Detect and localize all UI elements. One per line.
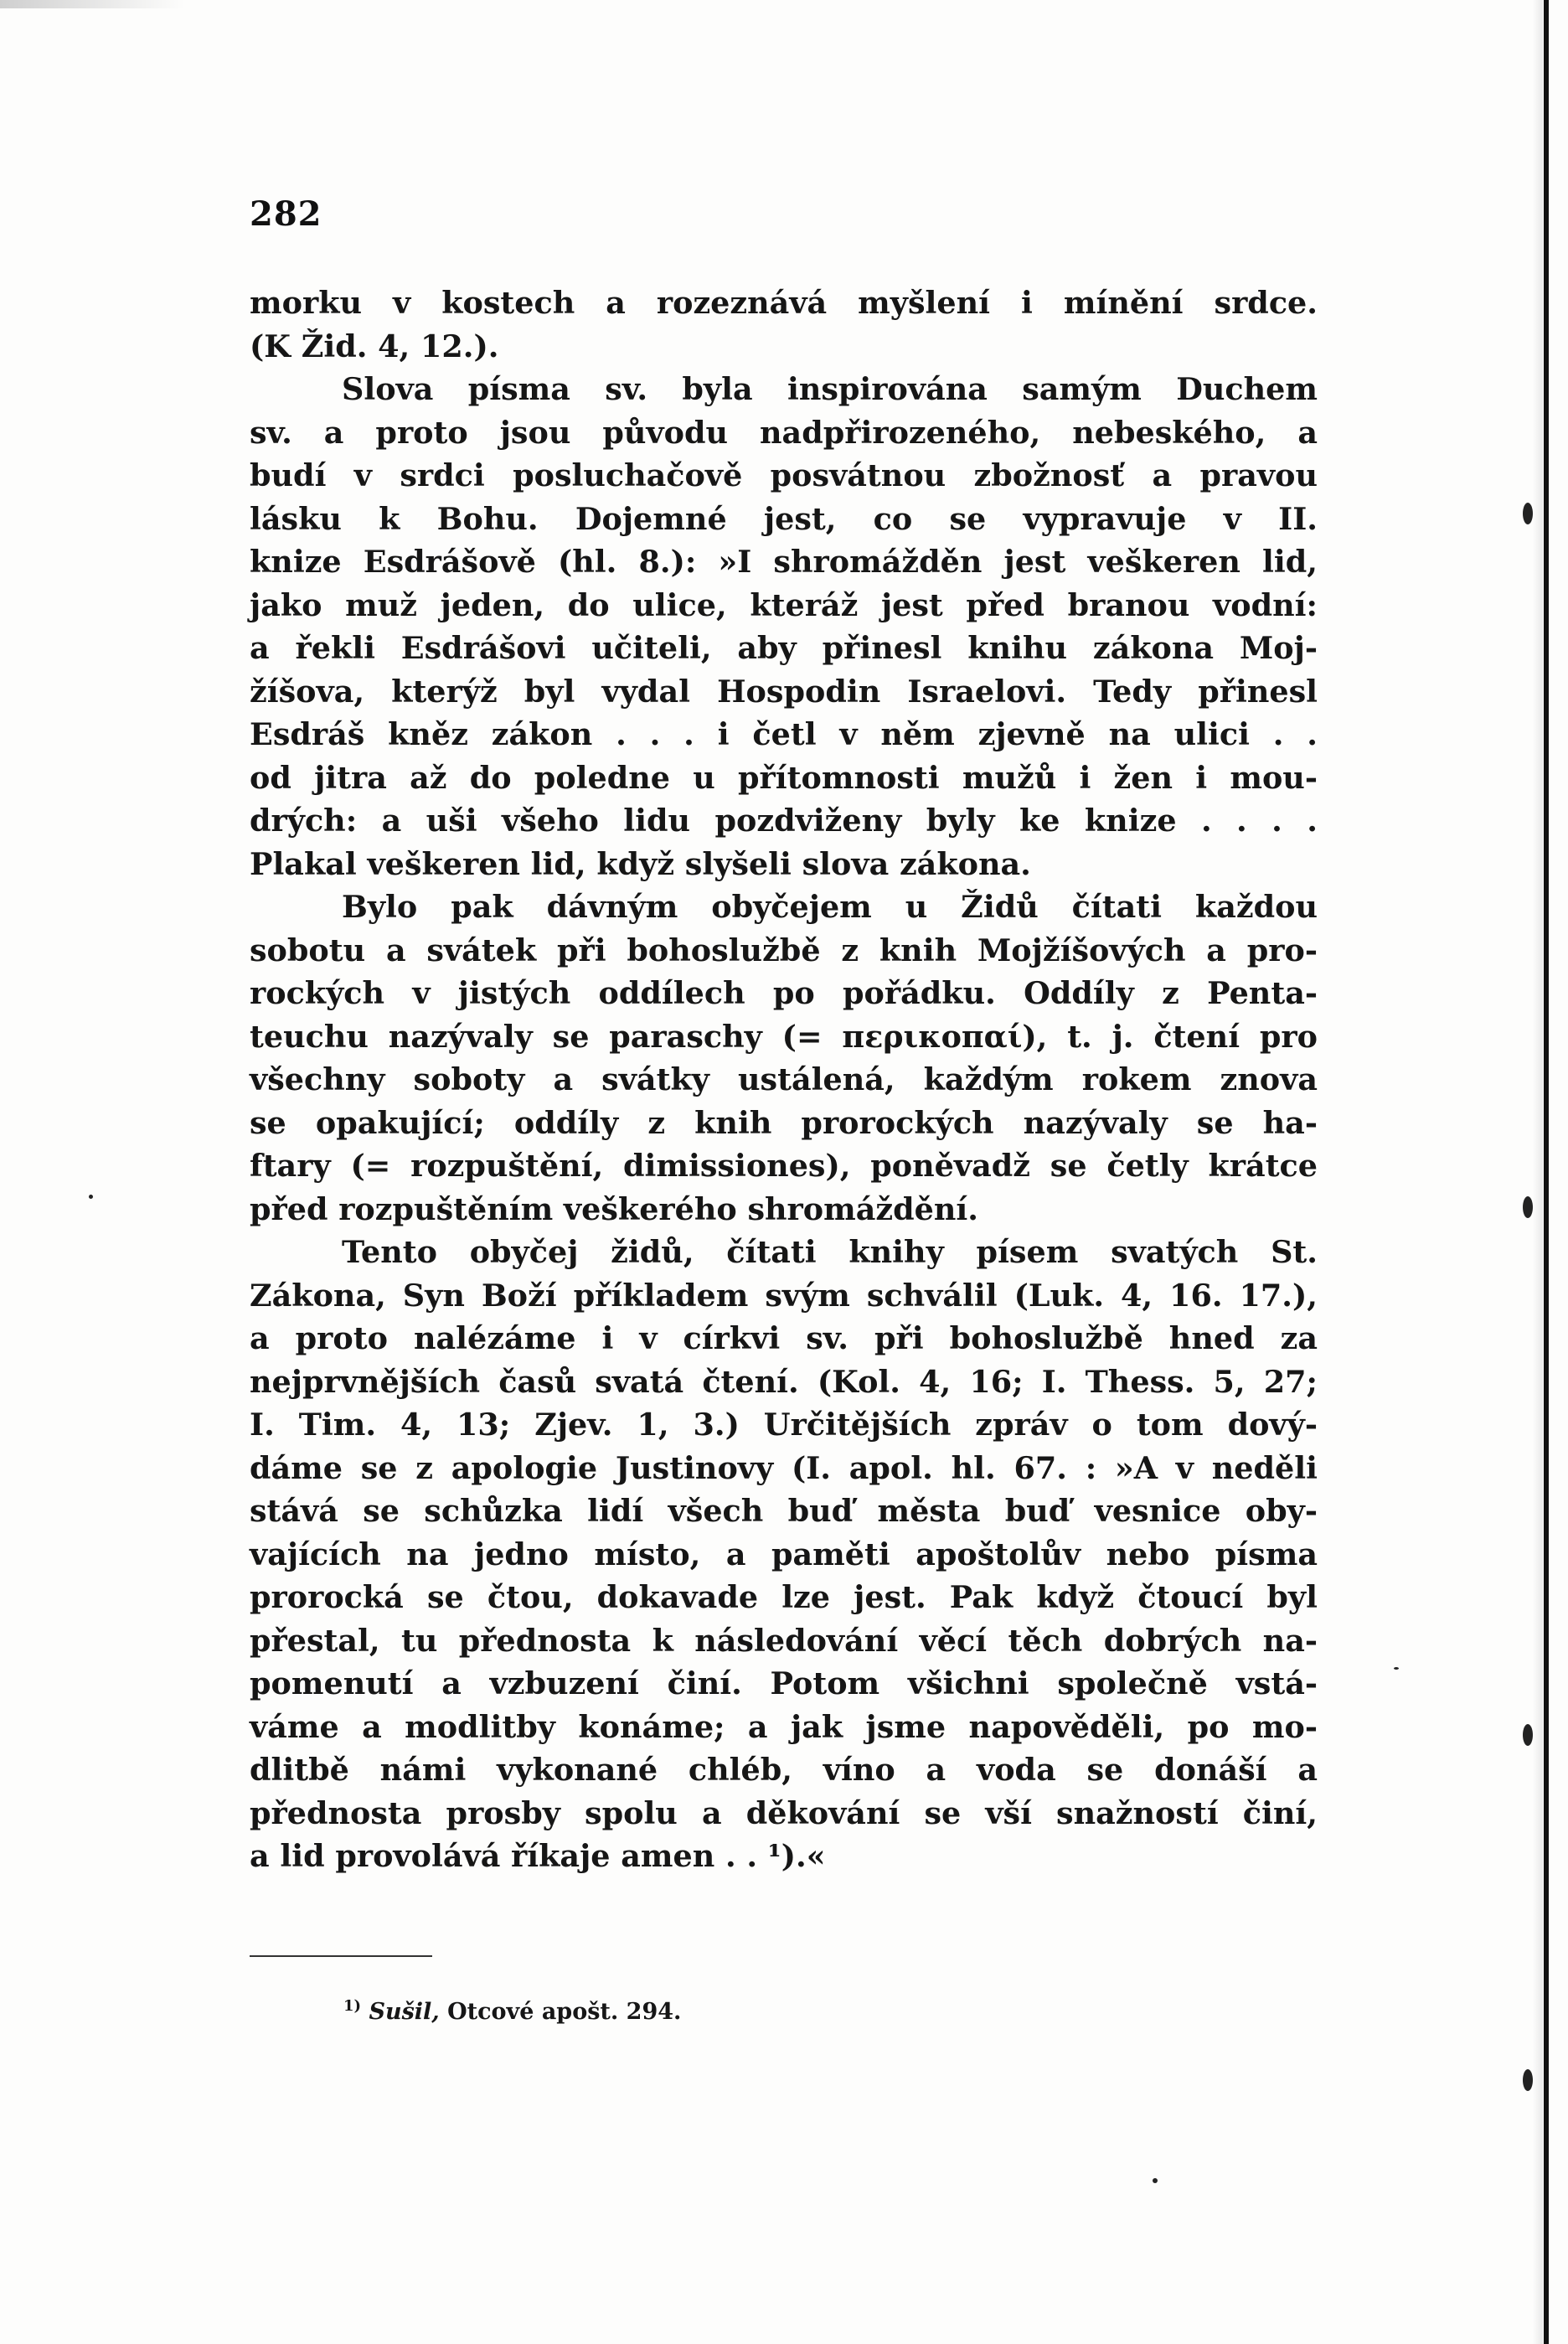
text-line: a proto nalézáme i v církvi sv. při bohoslužbě hned za bbox=[250, 1320, 1318, 1356]
text-line: stává se schůzka lidí všech buď města buď vesnice oby- bbox=[250, 1493, 1318, 1529]
text-line: ftary (= rozpuštění, dimissiones), poněvadž se četly krátce bbox=[250, 1148, 1318, 1184]
text-line: drých: a uši všeho lidu pozdviženy byly ke knize . . . . bbox=[250, 803, 1318, 839]
text-line: Esdráš kněz zákon . . . i četl v něm zjevně na ulici . . bbox=[250, 716, 1318, 752]
footnote-divider bbox=[250, 1955, 432, 1957]
scan-speck bbox=[1523, 2069, 1533, 2091]
text-line: přednosta prosby spolu a děkování se vší snažností činí, bbox=[250, 1794, 1318, 1831]
scan-speck bbox=[1523, 1724, 1533, 1746]
scan-speck bbox=[89, 1195, 93, 1199]
text-line: vajících na jedno místo, a paměti apoštolův nebo písma bbox=[250, 1536, 1318, 1572]
text-line: žíšova, kterýž byl vydal Hospodin Israelovi. Tedy přinesl bbox=[250, 673, 1318, 710]
scan-speck bbox=[1394, 1667, 1399, 1670]
text-line: rockých v jistých oddílech po pořádku. Oddíly z Penta- bbox=[250, 975, 1318, 1011]
body-text bbox=[250, 281, 1318, 1878]
text-line: budí v srdci posluchačově posvátnou zbožnosť a pravou bbox=[250, 457, 1318, 493]
text-line: Slova písma sv. byla inspirována samým Duchem bbox=[342, 371, 1318, 407]
scan-speck bbox=[1523, 503, 1533, 524]
text-line: dlitbě námi vykonané chléb, víno a voda se donáší a bbox=[250, 1752, 1318, 1788]
text-line: I. Tim. 4, 13; Zjev. 1, 3.) Určitějších zpráv o tom dový- bbox=[250, 1407, 1318, 1443]
text-line: a řekli Esdrášovi učiteli, aby přinesl knihu zákona Moj- bbox=[250, 630, 1318, 666]
text-line: dáme se z apologie Justinovy (I. apol. hl. 67. : »A v neděli bbox=[250, 1449, 1318, 1486]
text-line: (K Žid. 4, 12.). bbox=[250, 328, 499, 364]
text-line: sobotu a svátek při bohoslužbě z knih Mojžíšových a pro- bbox=[250, 932, 1318, 968]
text-line: přestal, tu přednosta k následování věcí těch dobrých na- bbox=[250, 1622, 1318, 1659]
scan-shadow-right bbox=[1533, 0, 1543, 2344]
text-line: nejprvnějších časů svatá čtení. (Kol. 4, 16; I. Thess. 5, 27; bbox=[250, 1363, 1318, 1400]
text-line: všechny soboty a svátky ustálená, každým rokem znova bbox=[250, 1061, 1318, 1097]
text-line: morku v kostech a rozeznává myšlení i mínění srdce. bbox=[250, 285, 1318, 321]
text-line: jako muž jeden, do ulice, kteráž jest před branou vodní: bbox=[250, 586, 1318, 623]
text-line: sv. a proto jsou původu nadpřirozeného, nebeského, a bbox=[250, 414, 1318, 451]
footnote-text: Otcové apošt. 294. bbox=[447, 1999, 682, 2025]
footnote-author: Sušil, bbox=[369, 1999, 440, 2025]
scan-edge-right bbox=[1544, 0, 1549, 2344]
text-line: knize Esdrášově (hl. 8.): »I shromážděn jest veškeren lid, bbox=[250, 544, 1318, 580]
scan-speck bbox=[1523, 1196, 1533, 1218]
text-line: od jitra až do poledne u přítomnosti mužů i žen i mou- bbox=[250, 759, 1318, 796]
text-line: Plakal veškeren lid, když slyšeli slova zákona. bbox=[250, 845, 1031, 882]
scan-speck bbox=[1153, 2178, 1158, 2183]
text-line: pomenutí a vzbuzení činí. Potom všichni společně vstá- bbox=[250, 1665, 1318, 1701]
text-line: prorocká se čtou, dokavade lze jest. Pak když čtoucí byl bbox=[250, 1579, 1318, 1615]
text-line: před rozpuštěním veškerého shromáždění. bbox=[250, 1190, 978, 1227]
footnote bbox=[343, 1997, 681, 2025]
text-line: a lid provolává říkaje amen . . ¹).« bbox=[250, 1838, 826, 1874]
page-number: 282 bbox=[250, 194, 322, 234]
footnote-marker: 1) bbox=[343, 1997, 362, 2015]
text-line: Bylo pak dávným obyčejem u Židů čítati každou bbox=[342, 889, 1318, 925]
scan-edge-top bbox=[0, 0, 184, 8]
text-line: Tento obyčej židů, čítati knihy písem svatých St. bbox=[342, 1234, 1318, 1270]
text-line: se opakující; oddíly z knih prorockých nazývaly se ha- bbox=[250, 1104, 1318, 1141]
text-line: teuchu nazývaly se paraschy (= περικοπαί), t. j. čtení pro bbox=[250, 1018, 1318, 1055]
text-line: Zákona, Syn Boží příkladem svým schválil (Luk. 4, 16. 17.), bbox=[250, 1277, 1318, 1314]
text-line: váme a modlitby konáme; a jak jsme napověděli, po mo- bbox=[250, 1708, 1318, 1745]
text-line: lásku k Bohu. Dojemné jest, co se vypravuje v II. bbox=[250, 500, 1318, 537]
